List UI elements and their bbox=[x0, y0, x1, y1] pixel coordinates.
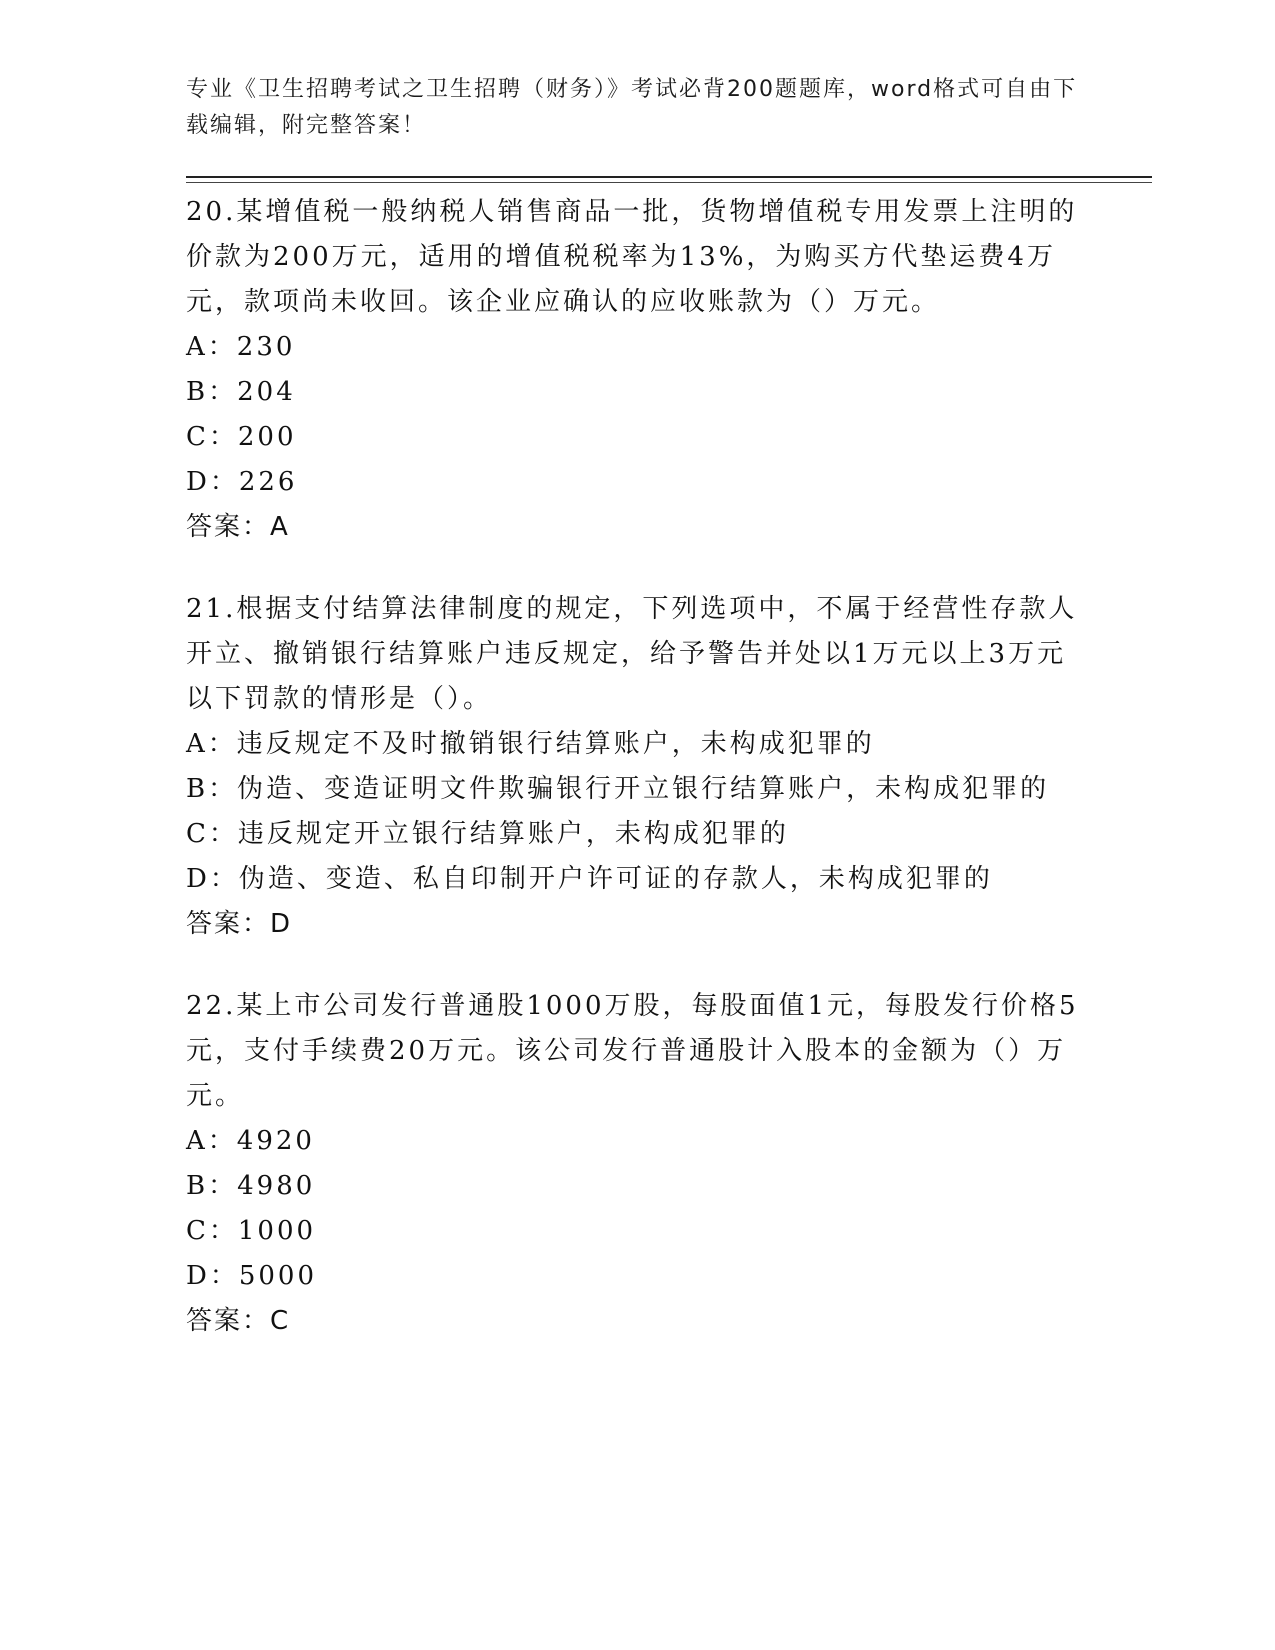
option-b: B：4980 bbox=[186, 1171, 316, 1201]
header-divider-thin bbox=[186, 182, 1152, 183]
option-b: B：伪造、变造证明文件欺骗银行开立银行结算账户，未构成犯罪的 bbox=[186, 774, 1050, 804]
option-d: D：5000 bbox=[186, 1261, 318, 1291]
answer-line: 答案：D bbox=[186, 909, 293, 939]
option-b: B：204 bbox=[186, 377, 296, 407]
question-21 bbox=[186, 587, 1086, 947]
option-a: A：230 bbox=[186, 332, 296, 362]
question-22 bbox=[186, 984, 1086, 1344]
option-d: D：226 bbox=[186, 467, 298, 497]
document-header bbox=[186, 72, 1086, 144]
option-c: C：违反规定开立银行结算账户，未构成犯罪的 bbox=[186, 819, 789, 849]
question-20 bbox=[186, 190, 1086, 550]
option-a: A：违反规定不及时撤销银行结算账户，未构成犯罪的 bbox=[186, 729, 875, 759]
header-divider-thick bbox=[186, 176, 1152, 178]
option-a: A：4920 bbox=[186, 1126, 315, 1156]
question-stem: 21.根据支付结算法律制度的规定，下列选项中，不属于经营性存款人开立、撤销银行结算账户违反规定，给予警告并处以1万元以上3万元以下罚款的情形是（）。 bbox=[186, 594, 1078, 714]
answer-line: 答案：A bbox=[186, 512, 290, 542]
header-intro-text: 专业《卫生招聘考试之卫生招聘（财务）》考试必背200题题库，word格式可自由下载编辑，附完整答案！ bbox=[186, 77, 1078, 138]
question-stem: 22.某上市公司发行普通股1000万股，每股面值1元，每股发行价格5元，支付手续费20万元。该公司发行普通股计入股本的金额为（）万元。 bbox=[186, 991, 1079, 1111]
question-stem: 20.某增值税一般纳税人销售商品一批，货物增值税专用发票上注明的价款为200万元，适用的增值税税率为13%，为购买方代垫运费4万元，款项尚未收回。该企业应确认的应收账款为（）万元。 bbox=[186, 197, 1078, 317]
option-c: C：1000 bbox=[186, 1216, 317, 1246]
option-c: C：200 bbox=[186, 422, 297, 452]
question-list bbox=[186, 190, 1086, 1381]
answer-line: 答案：C bbox=[186, 1306, 291, 1336]
option-d: D：伪造、变造、私自印制开户许可证的存款人，未构成犯罪的 bbox=[186, 864, 993, 894]
